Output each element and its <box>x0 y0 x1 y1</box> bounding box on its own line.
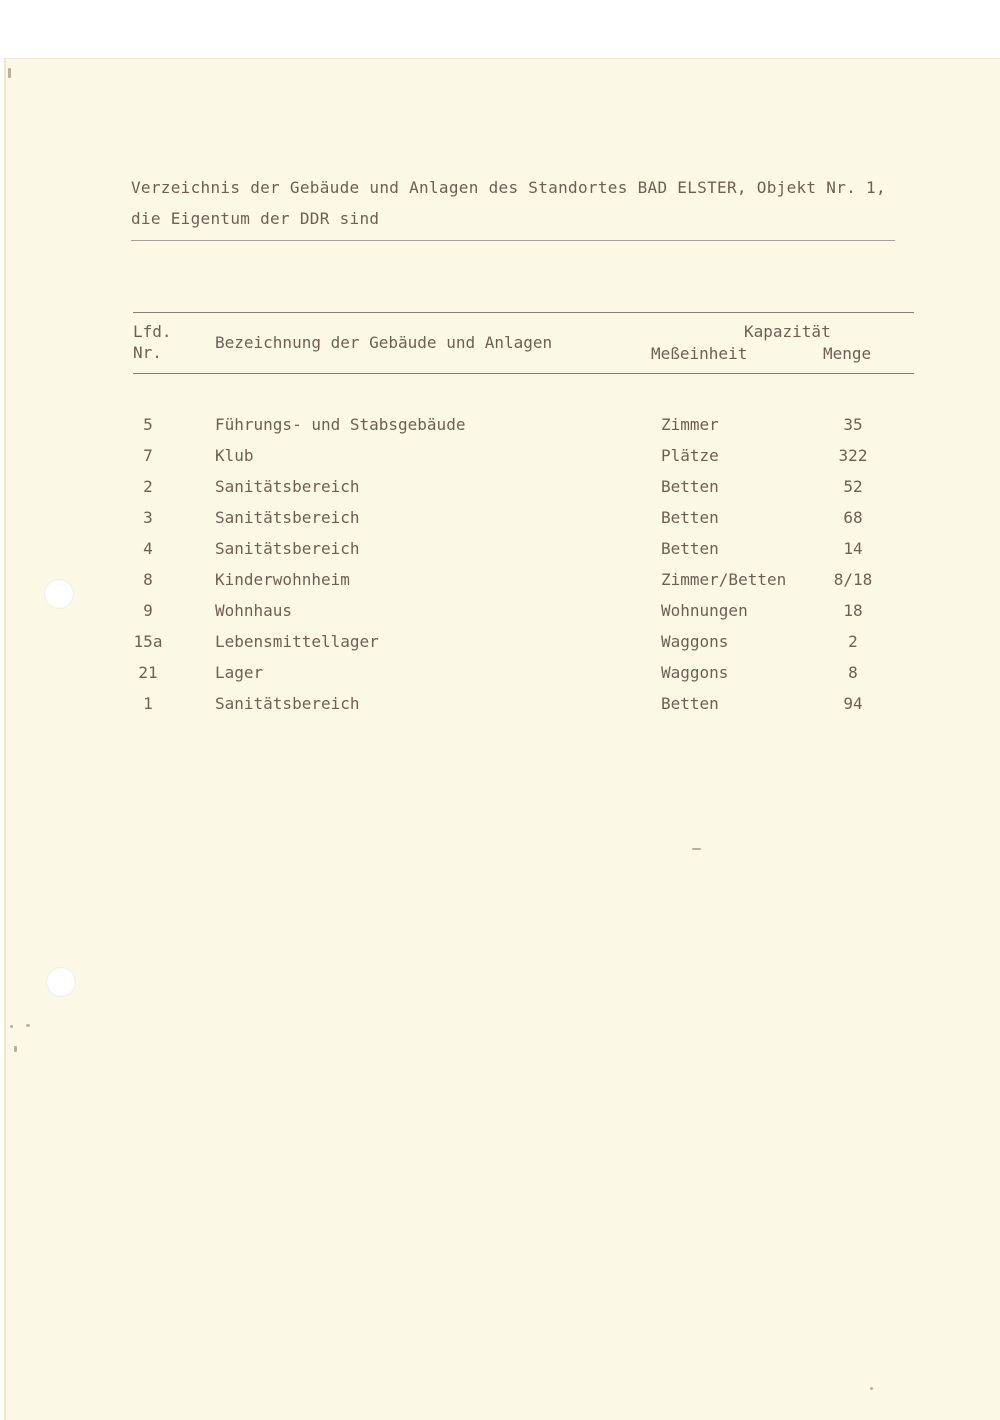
row-messeinheit: Betten <box>661 694 719 713</box>
scan-speck <box>14 1046 17 1052</box>
row-nr: 15a <box>133 632 163 651</box>
row-nr: 9 <box>143 601 153 620</box>
paper-sheet <box>4 58 1000 1420</box>
header-kapazitaet: Kapazität <box>744 322 831 341</box>
document-title-line-1: Verzeichnis der Gebäude und Anlagen des Standortes BAD ELSTER, Objekt Nr. 1, <box>131 178 886 197</box>
row-bezeichnung: Kinderwohnheim <box>215 570 350 589</box>
row-menge: 94 <box>843 694 863 713</box>
row-nr: 2 <box>143 477 153 496</box>
row-nr: 3 <box>143 508 153 527</box>
row-messeinheit: Waggons <box>661 663 729 682</box>
row-nr: 7 <box>143 446 153 465</box>
row-messeinheit: Betten <box>661 477 719 496</box>
row-messeinheit: Wohnungen <box>661 601 748 620</box>
scan-speck <box>10 1025 13 1028</box>
title-underline <box>131 240 895 241</box>
scan-speck <box>26 1024 30 1027</box>
row-nr: 4 <box>143 539 153 558</box>
row-bezeichnung: Klub <box>215 446 254 465</box>
row-nr: 21 <box>138 663 158 682</box>
table-header-rule <box>133 373 914 374</box>
header-nr: Nr. <box>133 343 162 362</box>
row-menge: 35 <box>843 415 863 434</box>
row-menge: 8 <box>848 663 858 682</box>
row-bezeichnung: Lager <box>215 663 264 682</box>
row-messeinheit: Zimmer/Betten <box>661 570 787 589</box>
row-nr: 5 <box>143 415 153 434</box>
header-menge: Menge <box>823 344 872 363</box>
row-bezeichnung: Sanitätsbereich <box>215 539 360 558</box>
row-messeinheit: Plätze <box>661 446 719 465</box>
row-messeinheit: Betten <box>661 539 719 558</box>
row-bezeichnung: Führungs- und Stabsgebäude <box>215 415 466 434</box>
row-bezeichnung: Wohnhaus <box>215 601 293 620</box>
row-menge: 2 <box>848 632 858 651</box>
row-menge: 14 <box>843 539 863 558</box>
row-bezeichnung: Sanitätsbereich <box>215 508 360 527</box>
row-menge: 52 <box>843 477 863 496</box>
row-bezeichnung: Sanitätsbereich <box>215 477 360 496</box>
punch-hole-upper <box>44 579 74 609</box>
row-nr: 1 <box>143 694 153 713</box>
header-bezeichnung: Bezeichnung der Gebäude und Anlagen <box>215 333 553 352</box>
row-menge: 8/18 <box>833 570 873 589</box>
row-bezeichnung: Sanitätsbereich <box>215 694 360 713</box>
row-nr: 8 <box>143 570 153 589</box>
document-title-line-2: die Eigentum der DDR sind <box>131 209 380 228</box>
scan-speck <box>692 848 701 850</box>
row-menge: 322 <box>838 446 868 465</box>
row-menge: 18 <box>843 601 863 620</box>
row-bezeichnung: Lebensmittellager <box>215 632 379 651</box>
row-menge: 68 <box>843 508 863 527</box>
row-messeinheit: Waggons <box>661 632 729 651</box>
table-top-rule <box>133 312 914 313</box>
header-messeinheit: Meßeinheit <box>651 344 748 363</box>
punch-hole-lower <box>46 967 76 997</box>
scan-speck <box>8 68 11 78</box>
header-lfd: Lfd. <box>133 322 172 341</box>
row-messeinheit: Betten <box>661 508 719 527</box>
scan-speck <box>870 1387 873 1390</box>
row-messeinheit: Zimmer <box>661 415 719 434</box>
